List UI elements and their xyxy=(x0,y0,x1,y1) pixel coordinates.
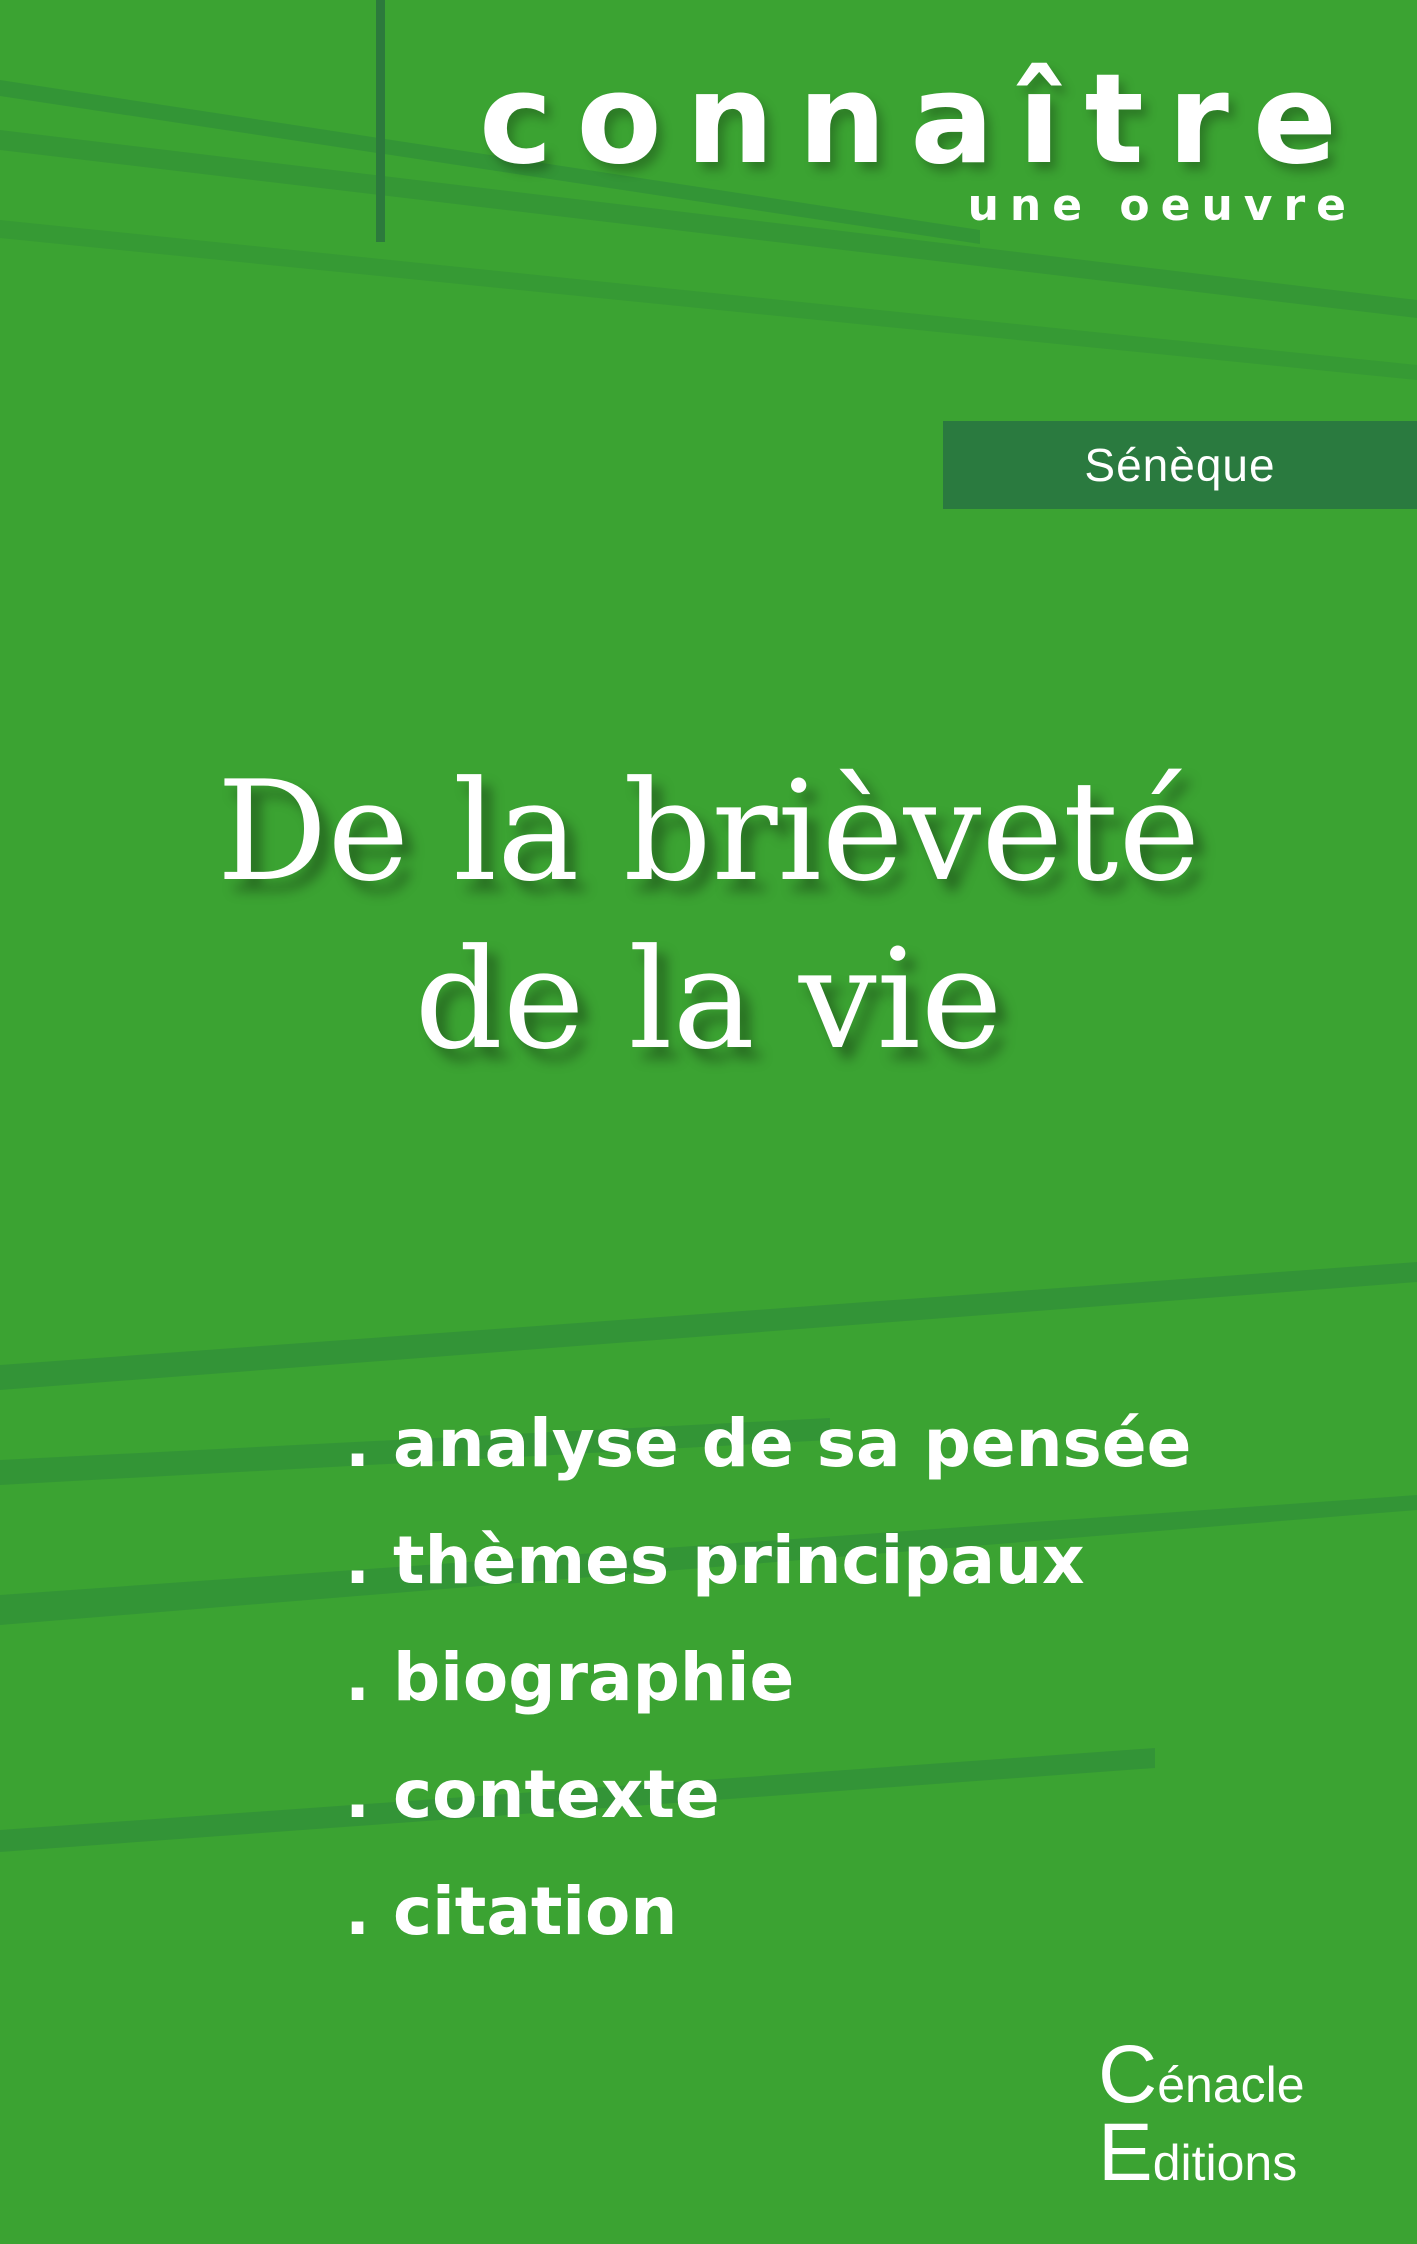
book-title xyxy=(0,748,1417,1084)
stripe xyxy=(0,1262,1417,1390)
publisher-logo xyxy=(1098,2029,1358,2198)
feature-item: . thèmes principaux xyxy=(345,1522,1085,1599)
publisher-line-2 xyxy=(1098,2107,1298,2198)
publisher-initial: C xyxy=(1098,2029,1158,2120)
publisher-line-1 xyxy=(1098,2029,1305,2120)
feature-item: . citation xyxy=(345,1873,678,1950)
feature-item: . contexte xyxy=(345,1756,720,1833)
publisher-word: ditions xyxy=(1152,2135,1298,2191)
series-subtitle: une oeuvre xyxy=(967,180,1357,231)
series-title: connaître xyxy=(479,48,1361,192)
author-name: Sénèque xyxy=(1084,439,1276,491)
publisher-word: énacle xyxy=(1157,2057,1305,2113)
stripe xyxy=(0,220,1417,380)
author-badge xyxy=(943,421,1417,509)
book-title-line-2: de la vie xyxy=(414,919,1003,1080)
feature-item: . biographie xyxy=(345,1639,795,1716)
feature-list xyxy=(345,1385,1191,1970)
book-title-line-1: De la brièveté xyxy=(216,751,1201,912)
feature-item: . analyse de sa pensée xyxy=(345,1405,1192,1482)
series-vertical-bar xyxy=(376,0,385,242)
publisher-initial: E xyxy=(1098,2107,1153,2198)
